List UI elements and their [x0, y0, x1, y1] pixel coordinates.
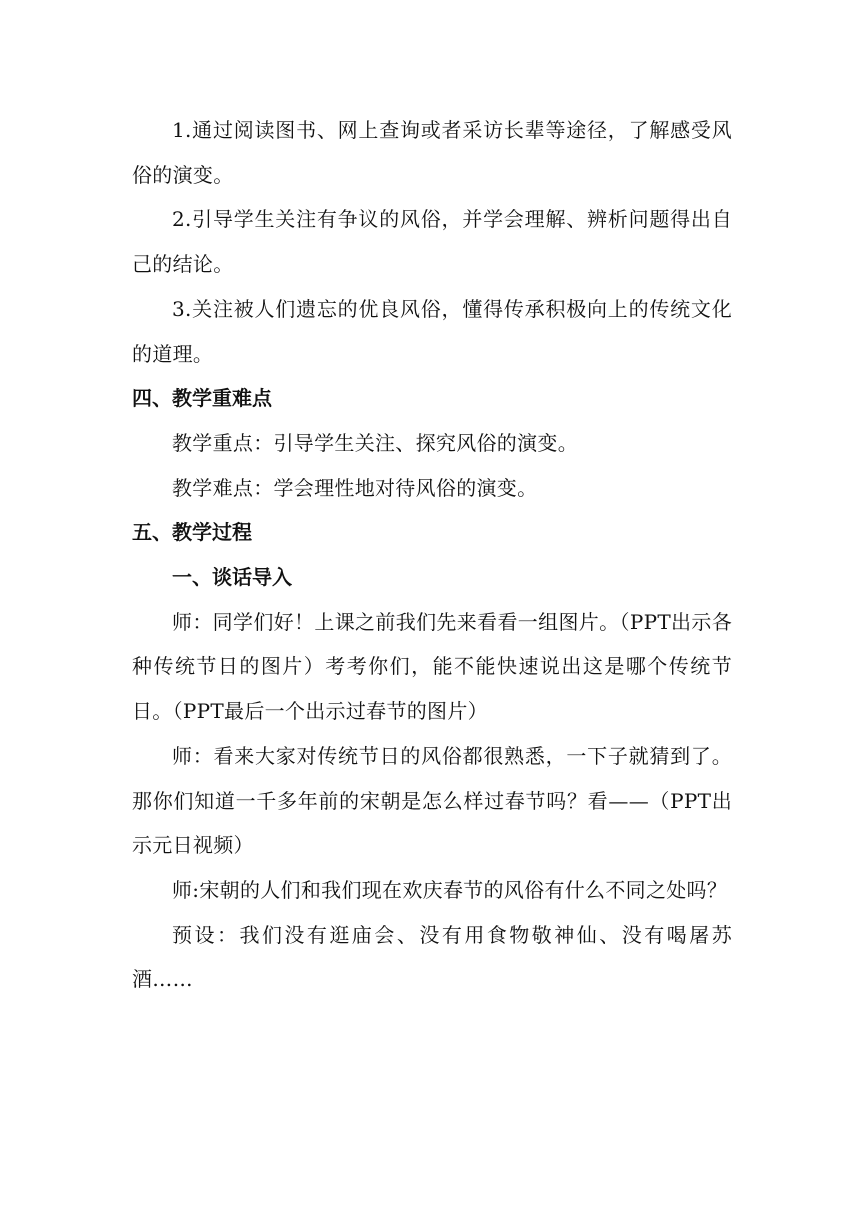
- expected-answer-paragraph: 预设：我们没有逛庙会、没有用食物敬神仙、没有喝屠苏酒……: [132, 922, 732, 992]
- objective-3: 3.关注被人们遗忘的优良风俗，懂得传承积极向上的传统文化的道理。: [132, 296, 732, 366]
- objective-2: 2.引导学生关注有争议的风俗，并学会理解、辨析问题得出自己的结论。: [132, 207, 732, 277]
- section-four-heading: 四、教学重难点: [132, 386, 272, 411]
- teacher-paragraph-3: 师:宋朝的人们和我们现在欢庆春节的风俗有什么不同之处吗？: [172, 877, 728, 902]
- section-five-heading: 五、教学过程: [132, 520, 252, 545]
- subsection-heading: 一、谈话导入: [172, 565, 292, 590]
- difficult-point: 教学难点：学会理性地对待风俗的演变。: [172, 475, 538, 500]
- teacher-paragraph-2: 师：看来大家对传统节日的风俗都很熟悉，一下子就猜到了。那你们知道一千多年前的宋朝是怎么样过春节吗？看——（PPT出示元日视频）: [132, 743, 732, 858]
- objective-1: 1.通过阅读图书、网上查询或者采访长辈等途径，了解感受风俗的演变。: [132, 118, 732, 187]
- key-point: 教学重点：引导学生关注、探究风俗的演变。: [172, 430, 578, 455]
- teacher-paragraph-1: 师：同学们好！上课之前我们先来看看一组图片。（PPT出示各种传统节日的图片）考考你们，能不能快速说出这是哪个传统节日。（PPT最后一个出示过春节的图片）: [132, 609, 733, 724]
- document-body: [132, 108, 732, 1002]
